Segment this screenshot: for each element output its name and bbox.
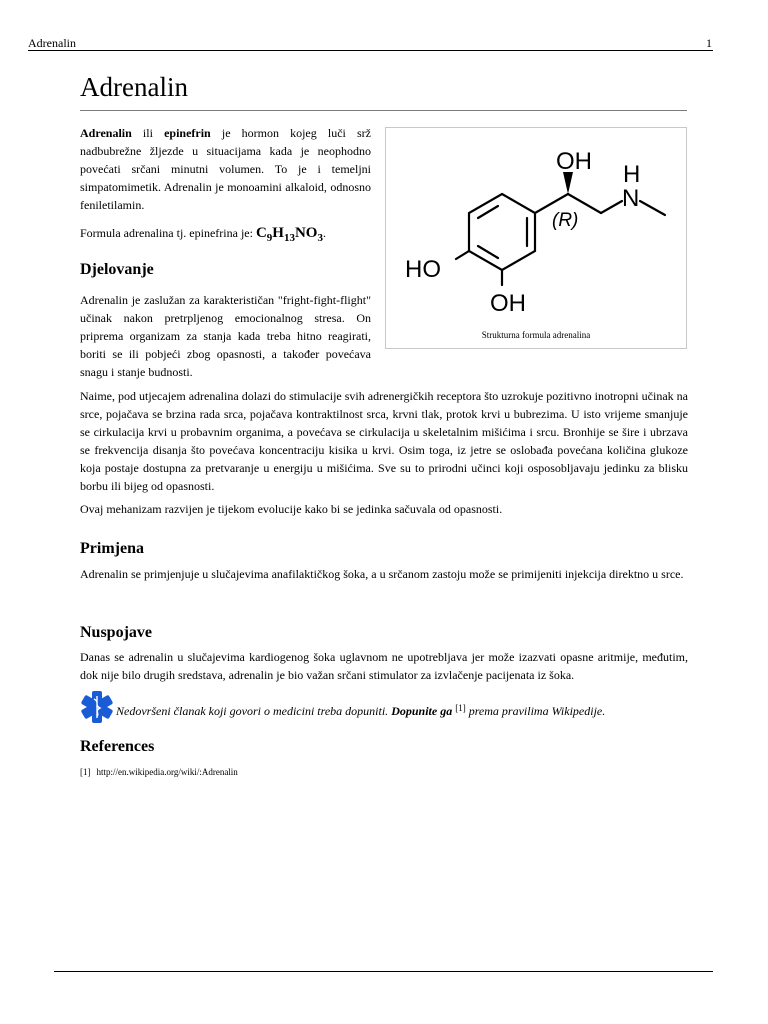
reference-item [80,767,238,777]
nuspojave-paragraph: Danas se adrenalin u slučajevima kardiogenog šoka uglavnom ne upotrebljava jer može izazvati opasne aritmije, međutim, dok nije bilo drugih sredstava, adrenalin je bio važan srčani stimulator za izvlačenje pacijenata iz šoka. [80,650,688,682]
page-number: 1 [706,36,712,50]
djelovanje-paragraph-1: Adrenalin je zaslužan za karakterističan "fright-fight-flight" učinak nakon pretrpljenog emocionalnog stresa. On priprema organizam za stanja kada treba hitno reagirati, boriti se ili pobjeći zbog opasnosti, a također povećava snagu i stanje budnosti. [80,293,371,379]
intro-text: je hormon kojeg luči srž nadbubrežne žljezde u situacijama kada je neophodno povećati srčani minutni volumen. To je i temeljni simpatomimetik. Adrenalin je monoamini alkaloid, odnosno feniletilamin. [80,126,371,212]
primjena-paragraph: Adrenalin se primjenjuje u slučajevima anafilaktičkog šoka, a u srčanom zastoju može se primijeniti injekcija direktno u srce. [80,567,684,581]
formula-c: C [255,225,267,241]
stub-text [116,704,605,719]
wedge-bond [563,172,573,194]
intro-paragraph [80,124,371,214]
label-r-config: (R) [552,210,579,231]
stub-edit-link[interactable]: Dopunite ga [391,704,453,718]
heading-references: References [80,738,155,755]
label-oh-top: OH [556,148,592,175]
stub-text-before: Nedovršeni članak koji govori o medicini treba dopuniti. [116,704,392,718]
formula-h: H [272,225,284,241]
header-rule [28,50,713,51]
formula-c-count: 9 [266,232,273,244]
formula-no: NO [294,225,318,241]
stub-notice [80,688,700,728]
structure-figure [385,127,687,349]
bond-ch2-n [601,201,622,213]
reference-url[interactable]: http://en.wikipedia.org/wiki/:Adrenalin [96,767,238,777]
ring-double-bond-1 [478,206,498,218]
formula-suffix: . [322,226,326,240]
term-adrenalin: Adrenalin [80,126,132,140]
running-title: Adrenalin [28,36,76,50]
page-title: Adrenalin [80,72,188,102]
ring-double-bond-3 [478,246,498,258]
label-oh-bottom: OH [490,290,526,317]
intro-or: ili [131,126,165,140]
label-h: H [623,161,641,188]
heading-djelovanje: Djelovanje [80,261,154,278]
adrenaline-structure-diagram [386,128,686,328]
reference-label: [1] [80,767,91,777]
heading-primjena: Primjena [80,540,144,557]
formula-line [80,222,380,245]
term-epinefrin: epinefrin [164,126,211,140]
djelovanje-paragraph-3: Ovaj mehanizam razvijen je tijekom evolucije kako bi se jedinka sačuvala od opasnosti. [80,502,503,516]
heading-nuspojave: Nuspojave [80,624,153,641]
label-ho: HO [405,256,441,283]
stub-reference-marker[interactable]: [1] [455,703,466,713]
formula-no-count: 3 [317,232,323,244]
footer-rule [54,971,713,972]
figure-caption: Strukturna formula adrenalina [481,330,591,340]
formula-h-count: 13 [283,232,295,244]
title-rule [80,110,687,111]
star-of-life-icon [80,690,114,724]
benzene-ring [469,194,535,270]
bond-ring-ho [456,251,469,259]
djelovanje-paragraph-2: Naime, pod utjecajem adrenalina dolazi do stimulacije svih adrenergičkih receptora što uzrokuje pozitivno inotropni učinak na srce, pojačava se brzina rada srca, pojačava kontraktilnost srca, krvni tlak, protok krvi u bubrezima. U isto vrijeme smanjuje se cirkulacija krvi u probavnim organima, a povećava se cirkulacija u skeletalnim mišićima i srcu. Bronhije se šire i ubrzava se frekvencija disanja što povećava koncentraciju kisika u krvi. Osim toga, iz jetre se oslobađa povećana količina glukoze koja postaje dostupna za pretvaranje u energiju u mišićima. Sve su to prirodni učinci koji osposobljavaju jedinku za blisku borbu ili bijeg od opasnosti. [80,389,688,493]
formula-prefix: Formula adrenalina tj. epinefrina je: [80,226,256,240]
bond-n-methyl [640,201,665,215]
chemical-formula [255,225,323,244]
stub-text-after: prema pravilima Wikipedije. [465,704,606,718]
label-n: N [622,185,640,212]
